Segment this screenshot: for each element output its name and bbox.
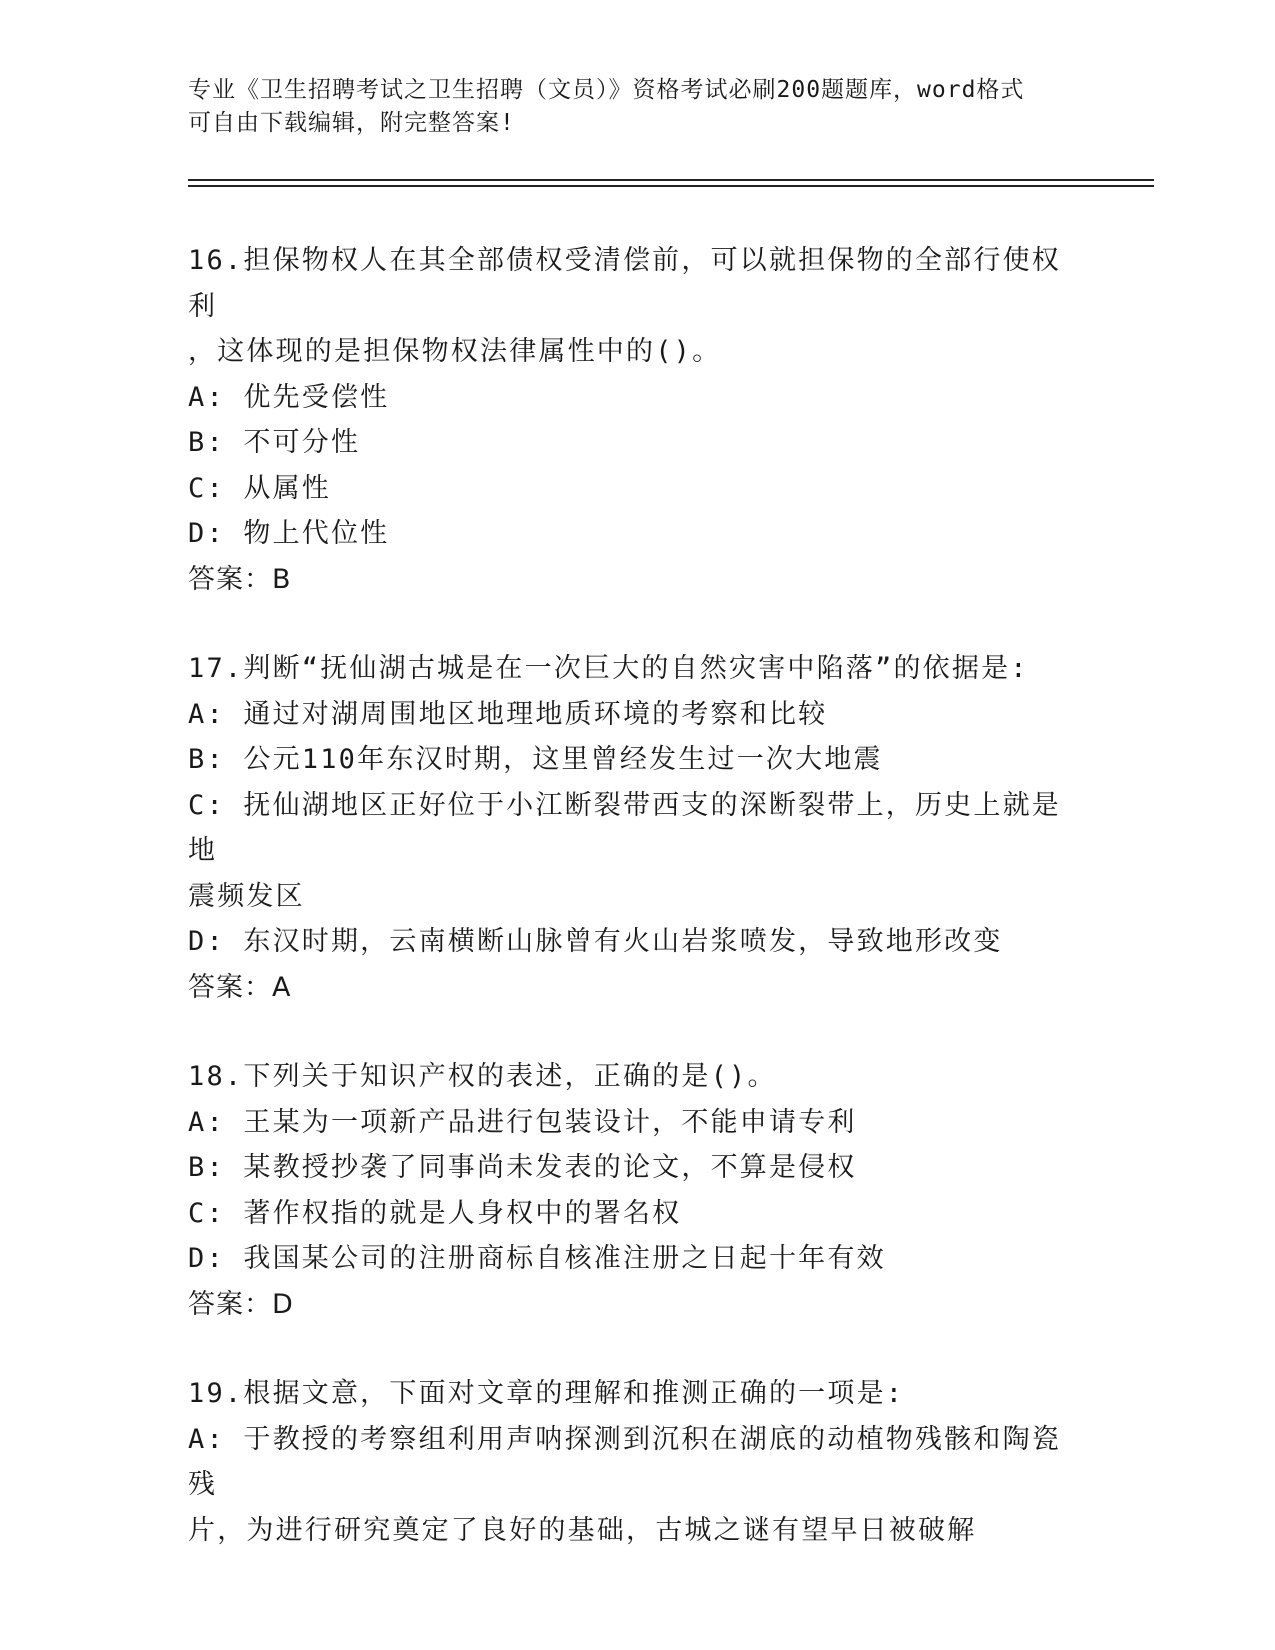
- question-stem: 18.下列关于知识产权的表述，正确的是()。: [188, 1061, 777, 1092]
- option-c: C: 著作权指的就是人身权中的署名权: [188, 1197, 682, 1229]
- header-divider-top: [188, 179, 1154, 181]
- option-d: D: 东汉时期，云南横断山脉曾有火山岩浆喷发，导致地形改变: [188, 926, 1003, 957]
- question-list: [188, 238, 1088, 1597]
- option-b: B: 不可分性: [188, 427, 361, 458]
- option-a: A: 优先受偿性: [188, 381, 390, 413]
- option-d: D: 我国某公司的注册商标自核准注册之日起十年有效: [188, 1243, 886, 1274]
- question-stem-continued: ，这体现的是担保物权法律属性中的()。: [188, 336, 722, 367]
- question-19: [188, 1371, 1088, 1553]
- option-a: A: 王某为一项新产品进行包装设计，不能申请专利: [188, 1106, 857, 1138]
- option-b: B: 公元110年东汉时期，这里曾经发生过一次大地震: [188, 744, 883, 775]
- header-title-line-2: 可自由下载编辑，附完整答案!: [188, 110, 515, 136]
- option-a: A: 通过对湖周围地区地理地质环境的考察和比较: [188, 698, 828, 730]
- option-c: C: 从属性: [188, 472, 331, 504]
- question-18: [188, 1054, 1088, 1327]
- option-d: D: 物上代位性: [188, 518, 390, 549]
- header-title-line-1: 专业《卫生招聘考试之卫生招聘（文员）》资格考试必刷200题题库，word格式: [188, 77, 1025, 103]
- answer-line: 答案：B: [188, 563, 292, 595]
- header-divider-bottom: [188, 185, 1154, 187]
- option-c-continued: 震频发区: [188, 880, 305, 912]
- answer-line: 答案：D: [188, 1288, 294, 1320]
- question-16: [188, 238, 1088, 602]
- option-a-continued: 片，为进行研究奠定了良好的基础，古城之谜有望早日被破解: [188, 1514, 977, 1546]
- question-stem: 19.根据文意，下面对文章的理解和推测正确的一项是:: [188, 1378, 905, 1409]
- question-stem: 17.判断“抚仙湖古城是在一次巨大的自然灾害中陷落”的依据是:: [188, 653, 1029, 684]
- document-header: [188, 74, 1088, 140]
- question-stem: 16.担保物权人在其全部债权受清偿前，可以就担保物的全部行使权利: [188, 245, 1061, 322]
- option-b: B: 某教授抄袭了同事尚未发表的论文，不算是侵权: [188, 1152, 857, 1183]
- option-c: C: 抚仙湖地区正好位于小江断裂带西支的深断裂带上，历史上就是地: [188, 789, 1061, 866]
- option-a: A: 于教授的考察组利用声呐探测到沉积在湖底的动植物残骸和陶瓷残: [188, 1423, 1061, 1500]
- question-17: [188, 646, 1088, 1010]
- answer-line: 答案：A: [188, 971, 292, 1003]
